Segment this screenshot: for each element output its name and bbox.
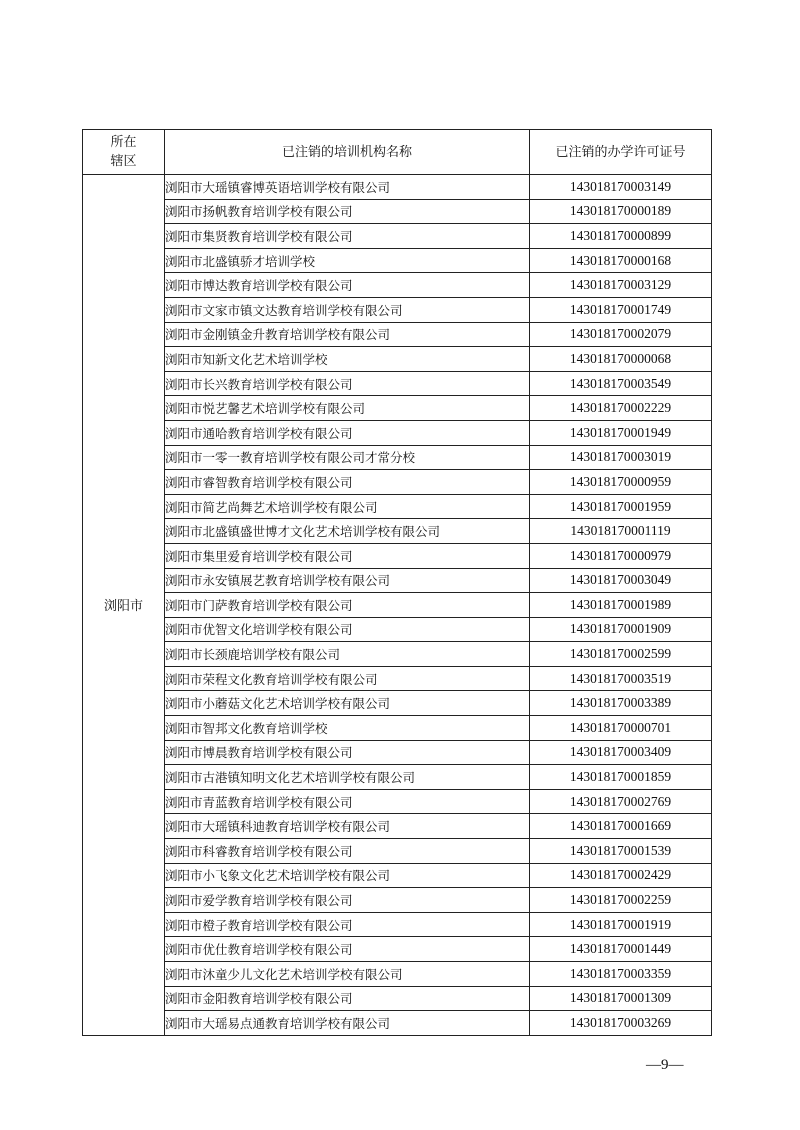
institution-name-cell: 浏阳市大瑶易点通教育培训学校有限公司 — [165, 1011, 530, 1036]
table-row — [83, 396, 712, 421]
license-number-cell: 143018170003389 — [530, 691, 712, 716]
page-number: —9— — [646, 1057, 684, 1073]
header-district — [83, 130, 165, 175]
district-cell: 浏阳市 — [83, 175, 165, 1036]
table-row — [83, 248, 712, 273]
institution-name-cell: 浏阳市悦艺馨艺术培训学校有限公司 — [165, 396, 530, 421]
table-row — [83, 519, 712, 544]
license-number-cell: 143018170001909 — [530, 617, 712, 642]
table-row — [83, 445, 712, 470]
table-row — [83, 420, 712, 445]
deregistered-institutions-table — [82, 129, 712, 1036]
license-number-cell: 143018170000899 — [530, 224, 712, 249]
table-row — [83, 347, 712, 372]
institution-name-cell: 浏阳市金阳教育培训学校有限公司 — [165, 986, 530, 1011]
institution-name-cell: 浏阳市优仕教育培训学校有限公司 — [165, 937, 530, 962]
table-body — [83, 175, 712, 1036]
table-row — [83, 297, 712, 322]
institution-name-cell: 浏阳市大瑶镇睿博英语培训学校有限公司 — [165, 175, 530, 200]
table-row — [83, 642, 712, 667]
table-row — [83, 543, 712, 568]
table-row — [83, 691, 712, 716]
institution-name-cell: 浏阳市一零一教育培训学校有限公司才常分校 — [165, 445, 530, 470]
license-number-cell: 143018170001989 — [530, 593, 712, 618]
license-number-cell: 143018170003409 — [530, 740, 712, 765]
table-row — [83, 863, 712, 888]
table-row — [83, 937, 712, 962]
institution-name-cell: 浏阳市小蘑菇文化艺术培训学校有限公司 — [165, 691, 530, 716]
license-number-cell: 143018170001309 — [530, 986, 712, 1011]
institution-name-cell: 浏阳市通哈教育培训学校有限公司 — [165, 420, 530, 445]
institution-name-cell: 浏阳市橙子教育培训学校有限公司 — [165, 912, 530, 937]
license-number-cell: 143018170001539 — [530, 839, 712, 864]
table-row — [83, 789, 712, 814]
license-number-cell: 143018170001669 — [530, 814, 712, 839]
institution-name-cell: 浏阳市门萨教育培训学校有限公司 — [165, 593, 530, 618]
license-number-cell: 143018170001949 — [530, 420, 712, 445]
table-row — [83, 1011, 712, 1036]
table-row — [83, 912, 712, 937]
institution-name-cell: 浏阳市智邦文化教育培训学校 — [165, 716, 530, 741]
license-number-cell: 143018170000168 — [530, 248, 712, 273]
institution-name-cell: 浏阳市青蓝教育培训学校有限公司 — [165, 789, 530, 814]
license-number-cell: 143018170002429 — [530, 863, 712, 888]
institution-name-cell: 浏阳市简艺尚舞艺术培训学校有限公司 — [165, 494, 530, 519]
table-row — [83, 199, 712, 224]
license-number-cell: 143018170003129 — [530, 273, 712, 298]
institution-name-cell: 浏阳市沐童少儿文化艺术培训学校有限公司 — [165, 962, 530, 987]
table-row — [83, 617, 712, 642]
license-number-cell: 143018170002229 — [530, 396, 712, 421]
institution-name-cell: 浏阳市优智文化培训学校有限公司 — [165, 617, 530, 642]
table-row — [83, 765, 712, 790]
license-number-cell: 143018170001859 — [530, 765, 712, 790]
table-row — [83, 593, 712, 618]
institution-name-cell: 浏阳市博达教育培训学校有限公司 — [165, 273, 530, 298]
license-number-cell: 143018170003019 — [530, 445, 712, 470]
institution-name-cell: 浏阳市扬帆教育培训学校有限公司 — [165, 199, 530, 224]
table-row — [83, 716, 712, 741]
institution-name-cell: 浏阳市永安镇展艺教育培训学校有限公司 — [165, 568, 530, 593]
institution-name-cell: 浏阳市大瑶镇科迪教育培训学校有限公司 — [165, 814, 530, 839]
header-institution-name: 已注销的培训机构名称 — [165, 130, 530, 175]
license-number-cell: 143018170000189 — [530, 199, 712, 224]
institution-name-cell: 浏阳市文家市镇文达教育培训学校有限公司 — [165, 297, 530, 322]
table-header-row — [83, 130, 712, 175]
table-row — [83, 986, 712, 1011]
table-row — [83, 568, 712, 593]
license-number-cell: 143018170001119 — [530, 519, 712, 544]
institution-name-cell: 浏阳市集里爱育培训学校有限公司 — [165, 543, 530, 568]
table-row — [83, 273, 712, 298]
table-row — [83, 839, 712, 864]
table-row — [83, 888, 712, 913]
institution-name-cell: 浏阳市长颈鹿培训学校有限公司 — [165, 642, 530, 667]
institution-name-cell: 浏阳市长兴教育培训学校有限公司 — [165, 371, 530, 396]
table-row — [83, 470, 712, 495]
license-number-cell: 143018170002769 — [530, 789, 712, 814]
institution-name-cell: 浏阳市小飞象文化艺术培训学校有限公司 — [165, 863, 530, 888]
header-district-line2: 辖区 — [110, 154, 137, 169]
institution-name-cell: 浏阳市古港镇知明文化艺术培训学校有限公司 — [165, 765, 530, 790]
institution-name-cell: 浏阳市北盛镇盛世博才文化艺术培训学校有限公司 — [165, 519, 530, 544]
institution-name-cell: 浏阳市荣程文化教育培训学校有限公司 — [165, 666, 530, 691]
institution-name-cell: 浏阳市金刚镇金升教育培训学校有限公司 — [165, 322, 530, 347]
license-number-cell: 143018170003269 — [530, 1011, 712, 1036]
license-number-cell: 143018170003519 — [530, 666, 712, 691]
header-license-number: 已注销的办学许可证号 — [530, 130, 712, 175]
license-number-cell: 143018170003149 — [530, 175, 712, 200]
table-row — [83, 666, 712, 691]
table-row — [83, 371, 712, 396]
table-row — [83, 494, 712, 519]
table-row — [83, 224, 712, 249]
header-district-line1: 所在 — [110, 135, 137, 150]
institution-name-cell: 浏阳市集贤教育培训学校有限公司 — [165, 224, 530, 249]
table-row — [83, 962, 712, 987]
license-number-cell: 143018170001449 — [530, 937, 712, 962]
table-row — [83, 814, 712, 839]
license-number-cell: 143018170000959 — [530, 470, 712, 495]
institution-name-cell: 浏阳市科睿教育培训学校有限公司 — [165, 839, 530, 864]
license-number-cell: 143018170000068 — [530, 347, 712, 372]
license-number-cell: 143018170002079 — [530, 322, 712, 347]
license-number-cell: 143018170003549 — [530, 371, 712, 396]
institution-name-cell: 浏阳市知新文化艺术培训学校 — [165, 347, 530, 372]
license-number-cell: 143018170003049 — [530, 568, 712, 593]
license-number-cell: 143018170001959 — [530, 494, 712, 519]
license-number-cell: 143018170000979 — [530, 543, 712, 568]
license-number-cell: 143018170003359 — [530, 962, 712, 987]
license-number-cell: 143018170001919 — [530, 912, 712, 937]
institution-name-cell: 浏阳市爱学教育培训学校有限公司 — [165, 888, 530, 913]
table-row — [83, 740, 712, 765]
table-row — [83, 322, 712, 347]
table-row — [83, 175, 712, 200]
license-number-cell: 143018170002259 — [530, 888, 712, 913]
license-number-cell: 143018170001749 — [530, 297, 712, 322]
institution-name-cell: 浏阳市睿智教育培训学校有限公司 — [165, 470, 530, 495]
license-number-cell: 143018170000701 — [530, 716, 712, 741]
institution-name-cell: 浏阳市北盛镇骄才培训学校 — [165, 248, 530, 273]
institution-name-cell: 浏阳市博晨教育培训学校有限公司 — [165, 740, 530, 765]
license-number-cell: 143018170002599 — [530, 642, 712, 667]
